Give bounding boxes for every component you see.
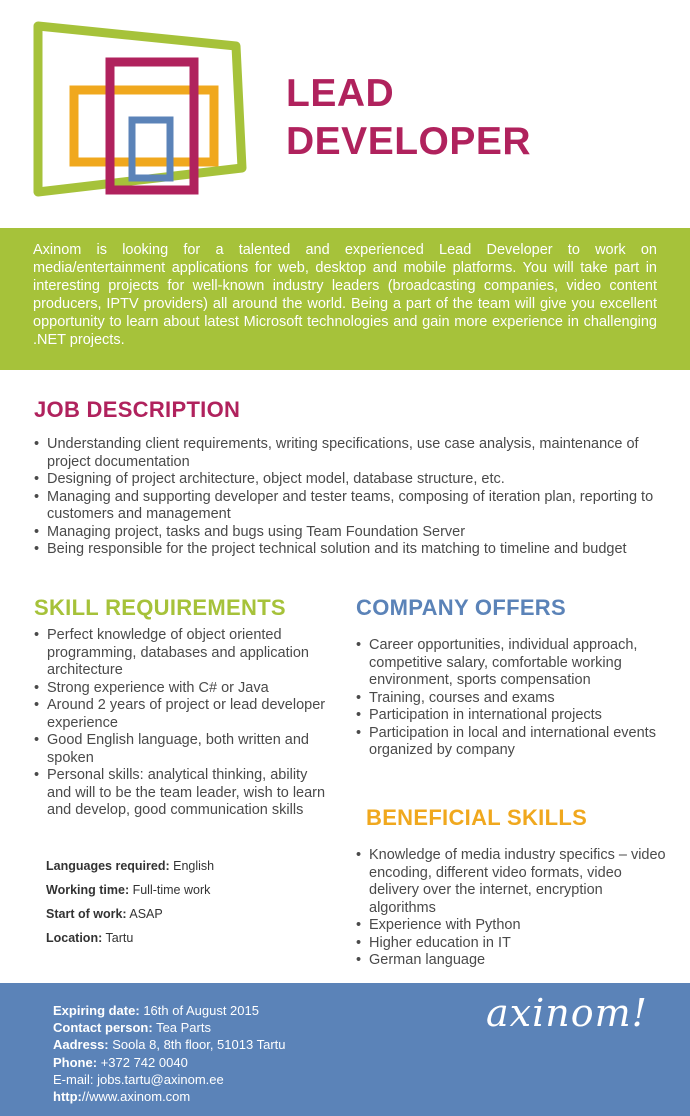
languages-row — [46, 857, 214, 881]
working-time-row — [46, 881, 214, 905]
beneficial-skills-list — [356, 847, 671, 970]
website-label: http: — [53, 1089, 82, 1105]
list-item: • Training, courses and exams — [356, 690, 656, 708]
languages-value: English — [173, 859, 215, 873]
expiring-date-row — [53, 1002, 286, 1019]
location-row — [46, 929, 214, 953]
title-line-1: LEAD — [286, 72, 395, 115]
skill-requirements-heading: SKILL REQUIREMENTS — [34, 595, 286, 620]
list-item: • Perfect knowledge of object oriented programming, databases and application architecture — [34, 627, 334, 680]
job-description-heading: JOB DESCRIPTION — [34, 397, 241, 422]
contact-person-label: Contact person: — [53, 1020, 153, 1036]
intro-banner — [0, 228, 690, 370]
list-item: • Higher education in IT — [356, 935, 671, 953]
list-item: • Knowledge of media industry specifics – video encoding, different video formats, video delivery over the internet, encryption algorithms — [356, 847, 671, 917]
intro-text: Axinom is looking for a talented and experienced Lead Developer to work on media/entertainment applications for web, desktop and mobile platforms. You will take part in interesting projects for well-known industry leaders (broadcasting companies, video content producers, IPTV providers) all around the world. Being a part of the team will give you excellent opportunity to learn about latest Microsoft technologies and gain more experience in challenging .NET projects. — [33, 242, 657, 348]
location-label: Location: — [46, 931, 103, 945]
job-details — [46, 857, 214, 953]
phone-label: Phone: — [53, 1054, 98, 1070]
phone-value[interactable]: +372 742 0040 — [100, 1054, 188, 1070]
start-of-work-row — [46, 905, 214, 929]
website-row — [53, 1088, 286, 1105]
company-offers-heading: COMPANY OFFERS — [356, 595, 566, 620]
header — [0, 0, 690, 228]
phone-row — [53, 1054, 286, 1071]
working-time-label: Working time: — [46, 883, 130, 897]
list-item: • Participation in international projects — [356, 707, 656, 725]
contact-person-row — [53, 1019, 286, 1036]
title-line-2: DEVELOPER — [286, 120, 532, 163]
expiring-date-value: 16th of August 2015 — [143, 1003, 259, 1018]
email-link[interactable]: jobs.tartu@axinom.ee — [97, 1071, 224, 1087]
list-item: • Managing project, tasks and bugs using Team Foundation Server — [34, 524, 674, 542]
email-row — [53, 1071, 286, 1088]
list-item: • Designing of project architecture, object model, database structure, etc. — [34, 471, 674, 489]
expiring-date-label: Expiring date: — [53, 1003, 140, 1018]
contact-person-value: Tea Parts — [156, 1020, 211, 1036]
list-item: • Participation in local and international events organized by company — [356, 725, 656, 760]
start-of-work-value: ASAP — [129, 907, 163, 921]
job-description-list — [34, 436, 674, 559]
company-offers-list — [356, 637, 656, 760]
list-item: • Personal skills: analytical thinking, ability and will to be the team leader, wish to learn and develop, good communication skills — [34, 767, 334, 820]
email-label: E-mail: — [53, 1071, 94, 1087]
list-item: • Good English language, both written and spoken — [34, 732, 334, 767]
working-time-value: Full-time work — [132, 883, 211, 897]
address-value: Soola 8, 8th floor, 51013 Tartu — [112, 1037, 286, 1053]
list-item: • Around 2 years of project or lead developer experience — [34, 697, 334, 732]
skill-requirements-list — [34, 627, 334, 820]
list-item: • Managing and supporting developer and tester teams, composing of iteration plan, reporting to customers and management — [34, 489, 674, 524]
axinom-wordmark: axinom! — [486, 991, 648, 1035]
languages-label: Languages required: — [46, 859, 170, 873]
beneficial-skills-heading: BENEFICIAL SKILLS — [366, 805, 588, 830]
list-item: • Strong experience with C# or Java — [34, 680, 334, 698]
contact-info — [53, 1002, 286, 1105]
location-value: Tartu — [105, 931, 134, 945]
start-of-work-label: Start of work: — [46, 907, 127, 921]
logo-blue-frame — [132, 120, 170, 178]
list-item: • Being responsible for the project technical solution and its matching to timeline and budget — [34, 541, 674, 559]
list-item: • Experience with Python — [356, 917, 671, 935]
list-item: • German language — [356, 952, 671, 970]
list-item: • Understanding client requirements, writing specifications, use case analysis, maintenance of project documentation — [34, 436, 674, 471]
page-title — [286, 70, 531, 166]
list-item: • Career opportunities, individual approach, competitive salary, comfortable working environment, sports compensation — [356, 637, 656, 690]
axinom-logo-icon — [28, 18, 248, 208]
footer — [0, 983, 690, 1116]
address-row — [53, 1036, 286, 1053]
website-link[interactable]: //www.axinom.com — [81, 1089, 191, 1105]
address-label: Aadress: — [53, 1037, 109, 1053]
